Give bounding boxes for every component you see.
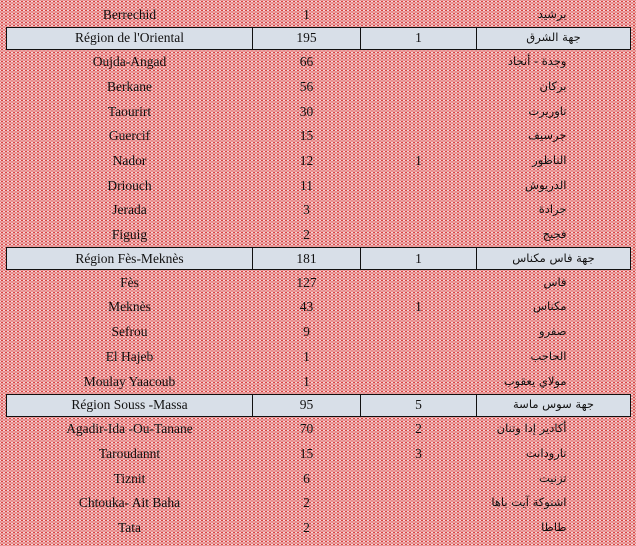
secondary-count-cell bbox=[361, 270, 477, 295]
count-cell: 1 bbox=[303, 348, 310, 364]
count-cell: 95 bbox=[253, 394, 361, 416]
secondary-count-cell bbox=[361, 223, 477, 248]
count-cell: 1 bbox=[303, 6, 310, 22]
count-cell: 15 bbox=[299, 445, 314, 461]
french-name-cell: Taroudannt bbox=[98, 445, 161, 461]
secondary-count-cell bbox=[361, 344, 477, 369]
table-row bbox=[7, 369, 631, 394]
table-row bbox=[7, 466, 631, 491]
cases-by-region-table bbox=[6, 2, 631, 540]
arabic-name-cell: الناظور bbox=[532, 153, 567, 168]
secondary-count-cell: 5 bbox=[361, 394, 477, 416]
count-cell: 181 bbox=[253, 248, 361, 270]
count-cell: 1 bbox=[303, 373, 310, 389]
table-row bbox=[7, 148, 631, 173]
count-cell: 2 bbox=[303, 227, 310, 243]
french-name-cell: Guercif bbox=[108, 128, 151, 144]
french-name-cell: Chtouka- Ait Baha bbox=[78, 495, 181, 511]
french-name-cell: Tata bbox=[117, 519, 142, 535]
table-row bbox=[7, 270, 631, 295]
arabic-name-cell: بركان bbox=[539, 78, 567, 93]
table-row bbox=[7, 441, 631, 466]
arabic-name-cell: برشيد bbox=[537, 6, 567, 21]
table-row bbox=[7, 416, 631, 441]
arabic-name-cell: الدريوش bbox=[525, 177, 567, 192]
secondary-count-cell bbox=[361, 74, 477, 99]
region-header-row bbox=[7, 27, 631, 49]
arabic-name-cell: وجدة - أنجاد bbox=[507, 54, 567, 69]
french-name-cell: El Hajeb bbox=[105, 348, 154, 364]
count-cell: 30 bbox=[299, 103, 314, 119]
count-cell: 70 bbox=[299, 421, 314, 437]
count-cell: 195 bbox=[253, 27, 361, 49]
french-name-cell: Région Fès-Meknès bbox=[7, 248, 253, 270]
table-row bbox=[7, 515, 631, 540]
secondary-count-cell bbox=[361, 466, 477, 491]
french-name-cell: Région de l'Oriental bbox=[7, 27, 253, 49]
arabic-name-cell: طاطا bbox=[541, 519, 567, 534]
secondary-count-cell: 2 bbox=[415, 421, 422, 437]
count-cell: 2 bbox=[303, 495, 310, 511]
secondary-count-cell bbox=[361, 515, 477, 540]
count-cell: 2 bbox=[303, 519, 310, 535]
secondary-count-cell bbox=[361, 124, 477, 149]
french-name-cell: Nador bbox=[112, 153, 147, 169]
region-header-row bbox=[7, 394, 631, 416]
count-cell: 15 bbox=[299, 128, 314, 144]
count-cell: 43 bbox=[299, 299, 314, 315]
arabic-name-cell: فاس bbox=[543, 274, 567, 289]
arabic-name-cell: فجيج bbox=[542, 227, 567, 242]
french-name-cell: Région Souss -Massa bbox=[7, 394, 253, 416]
secondary-count-cell: 1 bbox=[361, 27, 477, 49]
arabic-name-cell: تاوريرت bbox=[528, 103, 567, 118]
secondary-count-cell bbox=[361, 369, 477, 394]
secondary-count-cell: 1 bbox=[415, 153, 422, 169]
secondary-count-cell bbox=[361, 2, 477, 27]
french-name-cell: Figuig bbox=[111, 227, 148, 243]
arabic-name-cell: جهة الشرق bbox=[477, 27, 631, 49]
arabic-name-cell: جهة سوس ماسة bbox=[477, 394, 631, 416]
count-cell: 3 bbox=[303, 202, 310, 218]
table-row bbox=[7, 173, 631, 198]
secondary-count-cell bbox=[361, 99, 477, 124]
table-row bbox=[7, 295, 631, 320]
table-row bbox=[7, 74, 631, 99]
count-cell: 11 bbox=[300, 177, 313, 193]
french-name-cell: Sefrou bbox=[111, 324, 148, 340]
arabic-name-cell: مكناس bbox=[532, 299, 567, 314]
secondary-count-cell bbox=[361, 491, 477, 516]
secondary-count-cell bbox=[361, 49, 477, 74]
arabic-name-cell: تارودانت bbox=[525, 445, 567, 460]
arabic-name-cell: صفرو bbox=[539, 324, 567, 339]
table-row bbox=[7, 198, 631, 223]
french-name-cell: Driouch bbox=[107, 177, 152, 193]
count-cell: 9 bbox=[303, 324, 310, 340]
arabic-name-cell: أكادير إدا وتنان bbox=[496, 421, 567, 436]
arabic-name-cell: مولاي يعقوب bbox=[503, 373, 567, 388]
secondary-count-cell: 3 bbox=[415, 445, 422, 461]
arabic-name-cell: جرسيف bbox=[528, 128, 567, 143]
french-name-cell: Berrechid bbox=[102, 6, 157, 22]
secondary-count-cell bbox=[361, 320, 477, 345]
count-cell: 66 bbox=[299, 54, 314, 70]
count-cell: 12 bbox=[299, 153, 314, 169]
arabic-name-cell: الحاجب bbox=[530, 348, 567, 363]
table-row bbox=[7, 99, 631, 124]
table-row bbox=[7, 223, 631, 248]
french-name-cell: Moulay Yaacoub bbox=[83, 373, 176, 389]
table-row bbox=[7, 344, 631, 369]
arabic-name-cell: جهة فاس مكناس bbox=[477, 248, 631, 270]
table-row bbox=[7, 124, 631, 149]
french-name-cell: Agadir-Ida -Ou-Tanane bbox=[66, 421, 193, 437]
table-row bbox=[7, 49, 631, 74]
french-name-cell: Berkane bbox=[107, 78, 152, 94]
secondary-count-cell bbox=[361, 173, 477, 198]
region-header-row bbox=[7, 248, 631, 270]
secondary-count-cell: 1 bbox=[361, 248, 477, 270]
secondary-count-cell bbox=[361, 198, 477, 223]
table-body bbox=[7, 2, 631, 540]
table-row bbox=[7, 491, 631, 516]
arabic-name-cell: تزنيت bbox=[538, 470, 567, 485]
table-row bbox=[7, 2, 631, 27]
secondary-count-cell: 1 bbox=[415, 299, 422, 315]
arabic-name-cell: اشتوكة آيت باها bbox=[491, 495, 567, 510]
french-name-cell: Fès bbox=[120, 274, 139, 290]
count-cell: 56 bbox=[299, 78, 314, 94]
french-name-cell: Taourirt bbox=[107, 103, 152, 119]
arabic-name-cell: جرادة bbox=[538, 202, 567, 217]
count-cell: 6 bbox=[303, 470, 310, 486]
table-row bbox=[7, 320, 631, 345]
french-name-cell: Meknès bbox=[108, 299, 151, 315]
french-name-cell: Tiznit bbox=[113, 470, 146, 486]
french-name-cell: Oujda-Angad bbox=[92, 54, 167, 70]
count-cell: 127 bbox=[296, 274, 317, 290]
french-name-cell: Jerada bbox=[112, 202, 147, 218]
